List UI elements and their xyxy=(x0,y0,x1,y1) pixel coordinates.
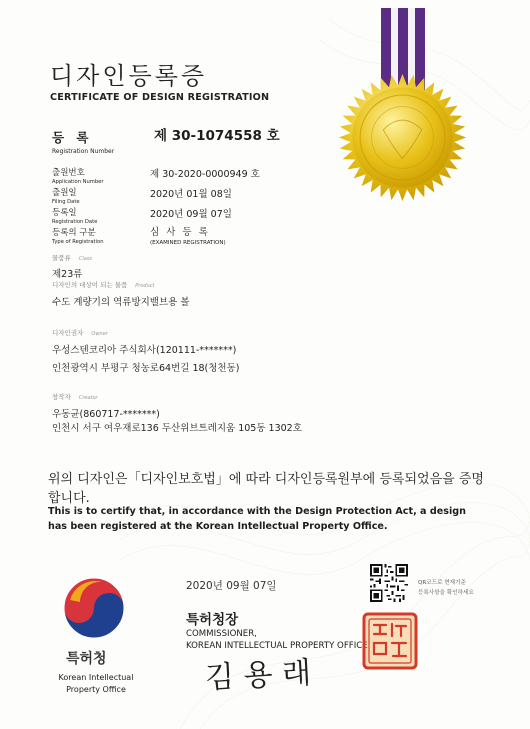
creator-label-korean: 창작자 xyxy=(52,393,71,401)
filing-date-label xyxy=(52,186,80,205)
qr-code-icon[interactable] xyxy=(370,564,408,602)
owner-label xyxy=(52,328,108,337)
commissioner-title-line-2: KOREAN INTELLECTUAL PROPERTY OFFICE xyxy=(186,641,368,651)
creator-label xyxy=(52,392,98,401)
field-label-korean: 출원일 xyxy=(52,188,77,198)
field-label-english: Application Number xyxy=(52,179,104,185)
owner-address: 인천광역시 부평구 청농로64번길 18(청천동) xyxy=(52,363,240,374)
product-value: 수도 계량기의 역류방지밸브용 볼 xyxy=(52,297,190,308)
product-label xyxy=(52,280,154,289)
product-label-korean: 디자인의 대상이 되는 물품 xyxy=(52,281,128,289)
creator-name: 우동균(860717-*******) xyxy=(52,409,160,420)
registration-number-label xyxy=(52,128,114,155)
issue-date: 2020년 09월 07일 xyxy=(186,580,277,592)
registration-label-english: Registration Number xyxy=(52,148,115,155)
product-label-english: Product xyxy=(135,283,155,289)
registration-label-korean: 등 록 xyxy=(52,130,93,145)
official-stamp-icon xyxy=(362,612,418,670)
kipo-logo-icon xyxy=(62,576,126,640)
creator-address: 인천시 서구 여우재로136 두산위브트레지움 105동 1302호 xyxy=(52,423,302,434)
registration-type-label xyxy=(52,226,104,245)
class-label-english: Class xyxy=(78,256,92,262)
qr-note-line-2: 등록사항을 확인하세요 xyxy=(418,590,474,596)
class-label-korean: 물품류 xyxy=(52,254,71,262)
owner-label-english: Owner xyxy=(91,331,108,337)
certification-text-english: This is to certify that, in accordance with the Design Protection Act, a design has been registered at the Korean Intellectual Property Office. xyxy=(48,506,466,532)
qr-note-line-1: QR코드로 현재기준 xyxy=(418,580,466,586)
application-number-value: 제 30-2020-0000949 호 xyxy=(150,169,260,180)
application-number-label xyxy=(52,166,103,185)
owner-name: 우성스텐코리아 주식회사(120111-*******) xyxy=(52,345,237,356)
creator-label-english: Creator xyxy=(78,395,98,401)
document-title-korean: 디자인등록증 xyxy=(50,62,208,90)
registration-date-value: 2020년 09월 07일 xyxy=(150,209,232,220)
owner-label-korean: 디자인권자 xyxy=(52,329,84,337)
commissioner-title-line-1: COMMISSIONER, xyxy=(186,629,257,639)
field-label-korean: 등록일 xyxy=(52,208,77,218)
registration-number-value: 제 30-1074558 호 xyxy=(154,128,280,144)
field-label-english: Filing Date xyxy=(52,199,80,205)
registration-type-value: 심 사 등 록 xyxy=(150,227,210,238)
filing-date-value: 2020년 01월 08일 xyxy=(150,189,232,200)
registration-type-value-english: (EXAMINED REGISTRATION) xyxy=(150,240,226,246)
class-label xyxy=(52,253,92,262)
field-label-korean: 등록의 구분 xyxy=(52,228,96,238)
class-value: 제23류 xyxy=(52,269,83,280)
gold-seal-icon xyxy=(335,70,470,205)
commissioner-title-korean: 특허청장 xyxy=(186,612,239,628)
office-name-english: Korean Intellectual Property Office xyxy=(58,673,134,694)
field-label-english: Registration Date xyxy=(52,219,98,225)
registration-date-label xyxy=(52,206,97,225)
certification-text-korean: 위의 디자인은「디자인보호법」에 따라 디자인등록원부에 등록되었음을 증명합니다. xyxy=(48,472,484,506)
document-title-english: CERTIFICATE OF DESIGN REGISTRATION xyxy=(50,92,270,103)
office-name-korean: 특허청 xyxy=(66,651,107,667)
field-label-english: Type of Registration xyxy=(52,239,104,245)
commissioner-signature: 김 용 래 xyxy=(204,655,312,696)
qr-code-note xyxy=(418,578,474,598)
field-label-korean: 출원번호 xyxy=(52,168,85,178)
